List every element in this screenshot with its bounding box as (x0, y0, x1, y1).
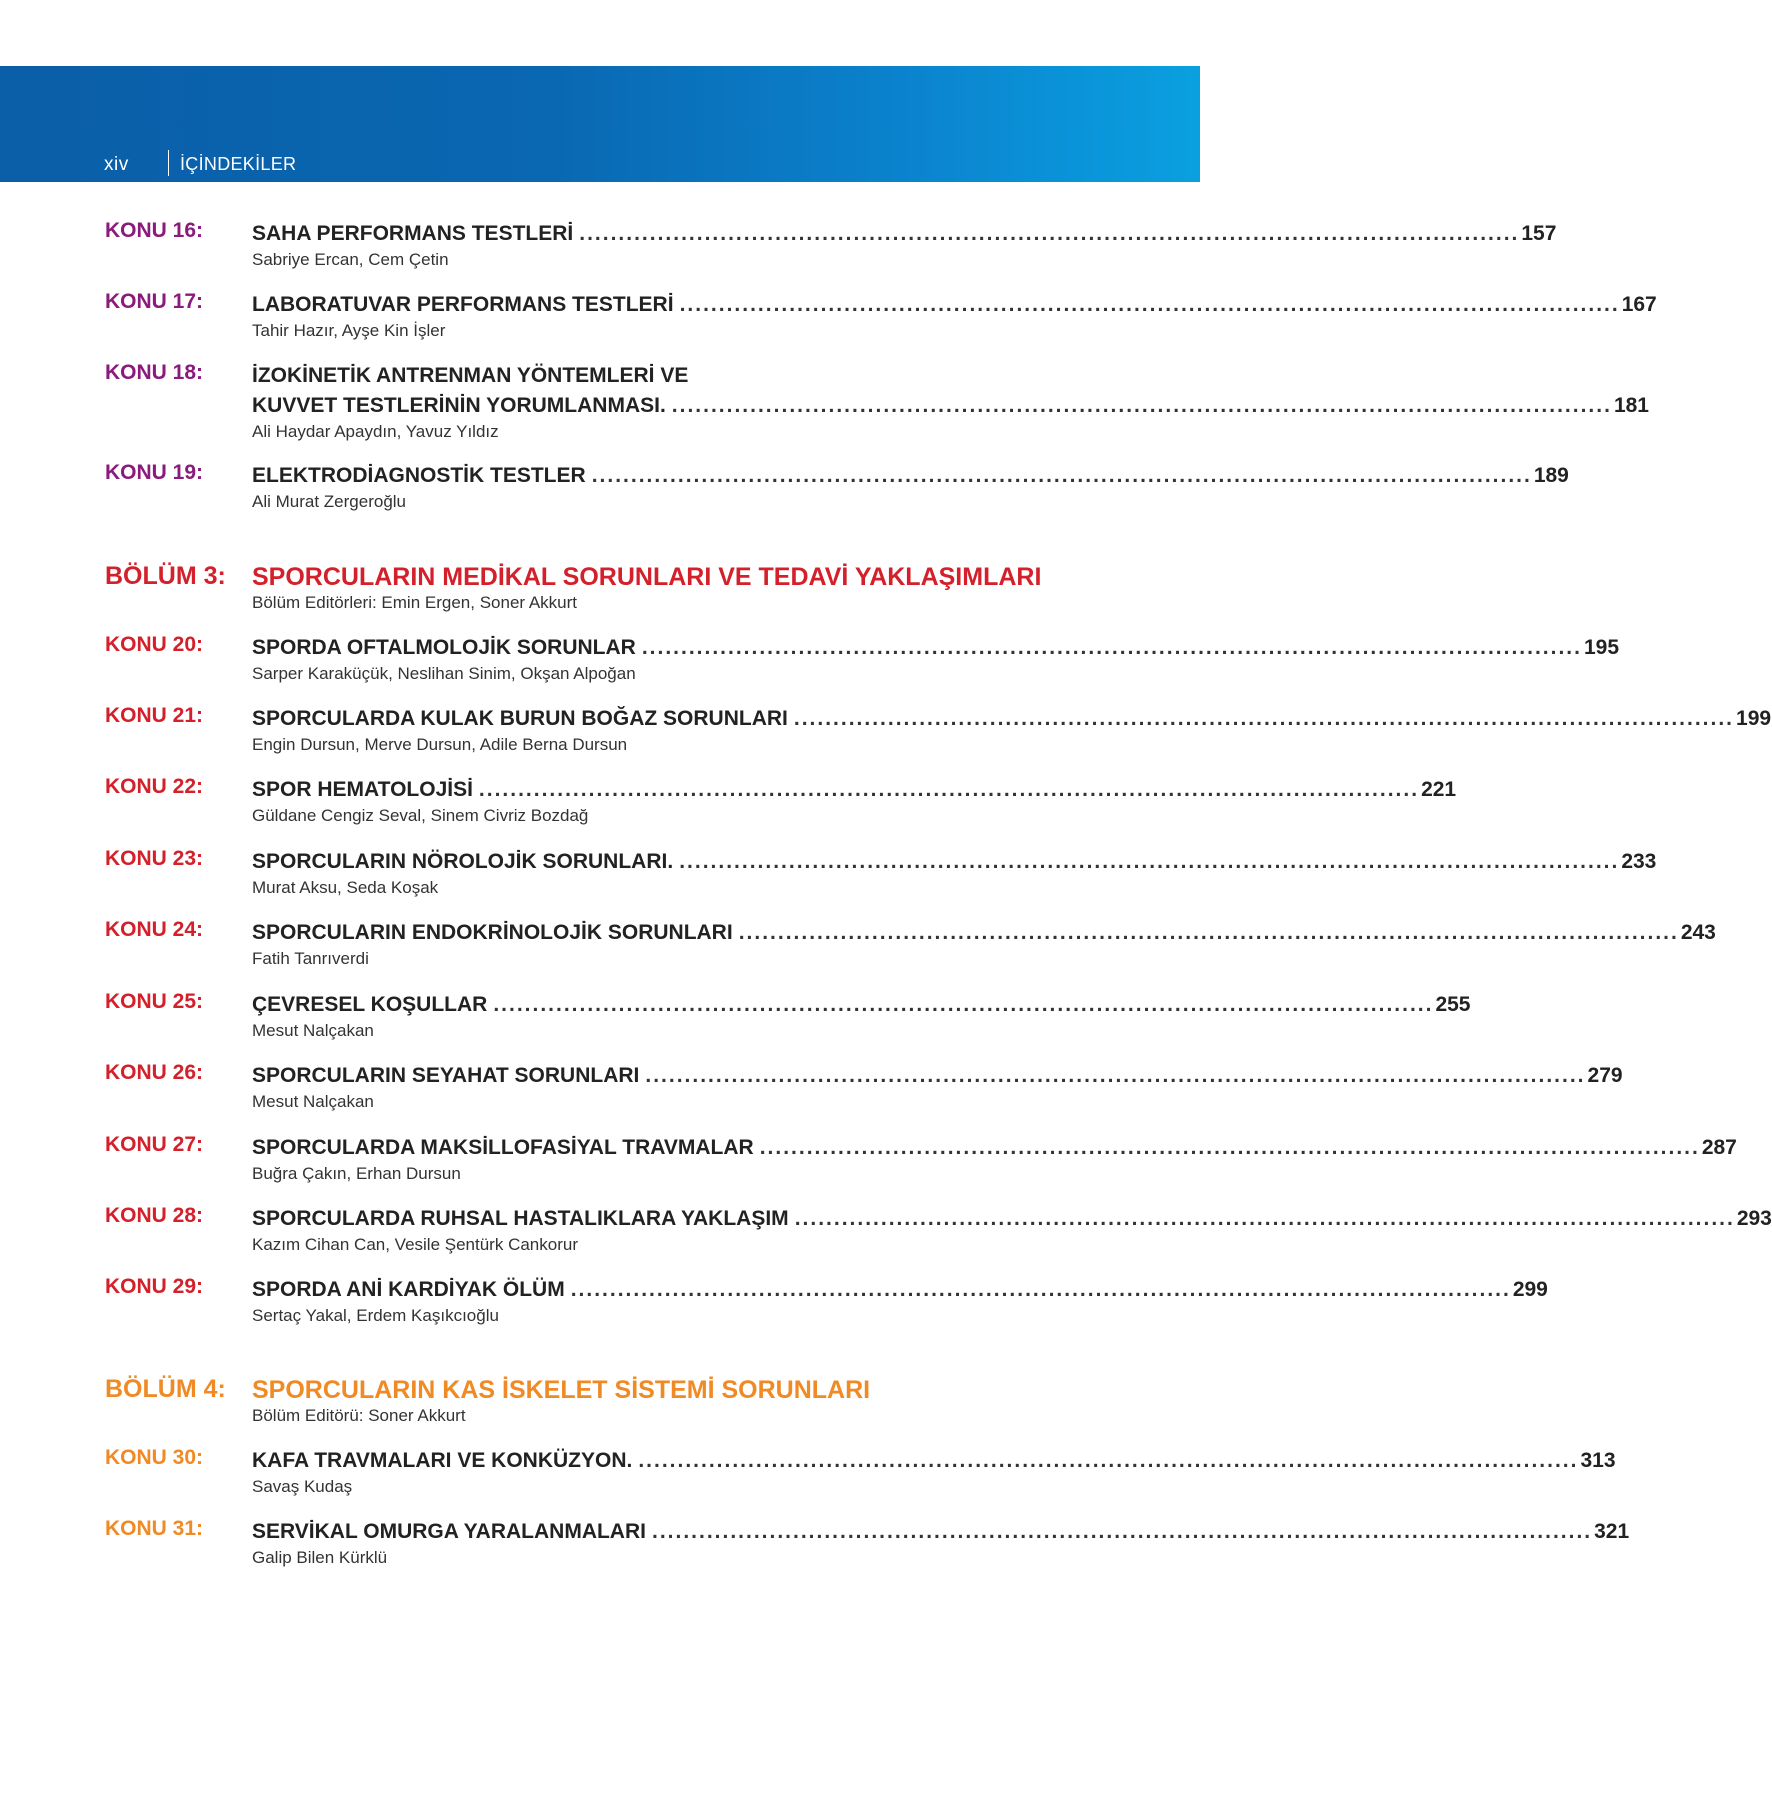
section-title[interactable]: SPORCULARIN KAS İSKELET SİSTEMİ SORUNLARI (252, 1376, 871, 1404)
section-label: BÖLÜM 3: (105, 562, 226, 590)
entry-title-first-line: İZOKİNETİK ANTRENMAN YÖNTEMLERİ VE (252, 364, 689, 387)
entry-label: KONU 23: (105, 847, 204, 870)
header-separator (168, 150, 169, 176)
entry-title-line[interactable] (252, 1061, 1623, 1091)
entry-page-number: 287 (1701, 1136, 1737, 1159)
dot-leader: ........................................................................................................................ (570, 1278, 1511, 1301)
dot-leader: ........................................................................................................................ (638, 1449, 1579, 1472)
entry-title-line[interactable] (252, 290, 1657, 320)
entry-title-line[interactable] (252, 918, 1716, 948)
section-label: BÖLÜM 4: (105, 1375, 226, 1403)
entry-page-number: 195 (1583, 636, 1620, 659)
entry-title-line[interactable] (252, 1517, 1630, 1547)
entry-authors: Sarper Karaküçük, Neslihan Sinim, Okşan Alpoğan (252, 664, 636, 683)
header-title: İÇİNDEKİLER (180, 154, 297, 174)
entry-label: KONU 21: (105, 704, 204, 727)
entry-page-number: 181 (1613, 394, 1649, 417)
entry-title: ELEKTRODİAGNOSTİK TESTLER (252, 464, 586, 487)
entry-title: SPORCULARIN ENDOKRİNOLOJİK SORUNLARI (252, 921, 733, 944)
entry-authors: Ali Haydar Apaydın, Yavuz Yıldız (252, 422, 499, 441)
entry-title: KUVVET TESTLERİNİN YORUMLANMASI. (252, 394, 666, 417)
entry-label: KONU 27: (105, 1133, 204, 1156)
entry-title: SPORCULARDA MAKSİLLOFASİYAL TRAVMALAR (252, 1136, 754, 1159)
entry-title-line[interactable] (252, 847, 1657, 877)
section-editors: Bölüm Editörleri: Emin Ergen, Soner Akkurt (252, 593, 578, 612)
entry-authors: Buğra Çakın, Erhan Dursun (252, 1164, 461, 1183)
entry-label: KONU 31: (105, 1517, 204, 1540)
entry-page-number: 157 (1521, 222, 1557, 245)
entry-title: SERVİKAL OMURGA YARALANMALARI (252, 1520, 646, 1543)
entry-page-number: 279 (1587, 1064, 1623, 1087)
entry-authors: Savaş Kudaş (252, 1477, 353, 1496)
entry-label: KONU 19: (105, 461, 204, 484)
entry-page-number: 233 (1621, 850, 1657, 873)
entry-title-line[interactable] (252, 1446, 1616, 1476)
dot-leader: ........................................................................................................................ (679, 850, 1620, 873)
entry-page-number: 321 (1594, 1520, 1630, 1543)
entry-title: SPORCULARDA KULAK BURUN BOĞAZ SORUNLARI (252, 707, 788, 730)
entry-page-number: 189 (1533, 464, 1569, 487)
entry-label: KONU 17: (105, 290, 204, 313)
entry-title: ÇEVRESEL KOŞULLAR (252, 993, 488, 1016)
entry-title: SPORDA ANİ KARDİYAK ÖLÜM (252, 1278, 565, 1301)
entry-authors: Fatih Tanrıverdi (252, 949, 369, 968)
entry-label: KONU 16: (105, 219, 204, 242)
entry-label: KONU 30: (105, 1446, 204, 1469)
entry-title: SPORCULARDA RUHSAL HASTALIKLARA YAKLAŞIM (252, 1207, 789, 1230)
dot-leader: ........................................................................................................................ (794, 1207, 1735, 1230)
entry-title: SPORDA OFTALMOLOJİK SORUNLAR (252, 636, 636, 659)
entry-page-number: 199 (1736, 707, 1772, 730)
entry-authors: Kazım Cihan Can, Vesile Şentürk Cankorur (252, 1235, 578, 1254)
entry-authors: Mesut Nalçakan (252, 1092, 374, 1111)
entry-label: KONU 18: (105, 361, 204, 384)
entry-title: LABORATUVAR PERFORMANS TESTLERİ (252, 293, 674, 316)
entry-title-line[interactable] (252, 1275, 1548, 1305)
entry-page-number: 255 (1435, 993, 1471, 1016)
entry-authors: Tahir Hazır, Ayşe Kin İşler (252, 321, 446, 340)
entry-title-line[interactable] (252, 775, 1457, 805)
section-title[interactable]: SPORCULARIN MEDİKAL SORUNLARI VE TEDAVİ YAKLAŞIMLARI (252, 563, 1042, 591)
dot-leader: ........................................................................................................................ (671, 394, 1612, 417)
entry-label: KONU 20: (105, 633, 204, 656)
entry-page-number: 313 (1580, 1449, 1616, 1472)
entry-page-number: 293 (1736, 1207, 1772, 1230)
dot-leader: ........................................................................................................................ (759, 1136, 1700, 1159)
entry-authors: Ali Murat Zergeroğlu (252, 492, 407, 511)
entry-title-line[interactable] (252, 1204, 1772, 1234)
entry-authors: Galip Bilen Kürklü (252, 1548, 388, 1567)
page-number: xiv (104, 154, 129, 175)
entry-title: SAHA PERFORMANS TESTLERİ (252, 222, 574, 245)
dot-leader: ........................................................................................................................ (493, 993, 1434, 1016)
dot-leader: ........................................................................................................................ (645, 1064, 1586, 1087)
entry-page-number: 299 (1512, 1278, 1548, 1301)
entry-title-line[interactable] (252, 391, 1649, 421)
dot-leader: ........................................................................................................................ (641, 636, 1582, 659)
entry-authors: Mesut Nalçakan (252, 1021, 374, 1040)
entry-authors: Sertaç Yakal, Erdem Kaşıkcıoğlu (252, 1306, 499, 1325)
dot-leader: ........................................................................................................................ (738, 921, 1679, 944)
entry-authors: Engin Dursun, Merve Dursun, Adile Berna Dursun (252, 735, 628, 754)
dot-leader: ........................................................................................................................ (793, 707, 1735, 730)
entry-title-line[interactable] (252, 633, 1620, 663)
entry-label: KONU 25: (105, 990, 204, 1013)
dot-leader: ........................................................................................................................ (579, 222, 1520, 245)
entry-title-line[interactable] (252, 1133, 1737, 1163)
entry-title-line[interactable] (252, 219, 1557, 249)
entry-title: SPORCULARIN NÖROLOJİK SORUNLARI. (252, 850, 674, 873)
entry-page-number: 167 (1621, 293, 1657, 316)
entry-label: KONU 22: (105, 775, 204, 798)
dot-leader: ........................................................................................................................ (591, 464, 1532, 487)
header-bar (0, 66, 1200, 182)
entry-title: SPOR HEMATOLOJİSİ (252, 778, 473, 801)
entry-title-line[interactable] (252, 461, 1569, 491)
entry-title-line[interactable] (252, 704, 1772, 734)
dot-leader: ........................................................................................................................ (478, 778, 1420, 801)
entry-label: KONU 28: (105, 1204, 204, 1227)
entry-authors: Güldane Cengiz Seval, Sinem Civriz Bozdağ (252, 806, 589, 825)
entry-title-line-1[interactable] (252, 361, 1078, 391)
entry-authors: Murat Aksu, Seda Koşak (252, 878, 439, 897)
entry-label: KONU 26: (105, 1061, 204, 1084)
dot-leader: ........................................................................................................................ (679, 293, 1620, 316)
entry-page-number: 243 (1680, 921, 1716, 944)
entry-title: SPORCULARIN SEYAHAT SORUNLARI (252, 1064, 640, 1087)
entry-page-number: 221 (1421, 778, 1457, 801)
section-editors: Bölüm Editörü: Soner Akkurt (252, 1406, 466, 1425)
entry-label: KONU 29: (105, 1275, 204, 1298)
entry-label: KONU 24: (105, 918, 204, 941)
entry-authors: Sabriye Ercan, Cem Çetin (252, 250, 449, 269)
entry-title-line[interactable] (252, 990, 1471, 1020)
entry-title: KAFA TRAVMALARI VE KONKÜZYON. (252, 1449, 633, 1472)
dot-leader: ........................................................................................................................ (651, 1520, 1593, 1543)
